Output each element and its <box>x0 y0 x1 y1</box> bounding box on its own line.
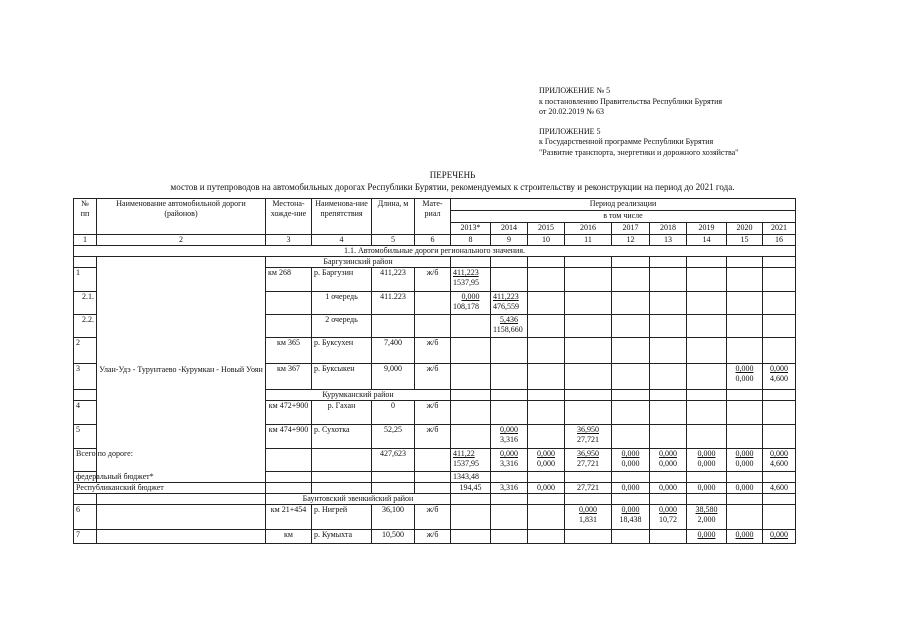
col-number: 11 <box>565 235 612 246</box>
value: 0,000 <box>697 459 716 468</box>
location: км 367 <box>266 364 312 390</box>
material: ж/б <box>415 401 451 425</box>
doc-subtitle: мостов и путепроводов на автомобильных дорогах Республики Бурятии, рекомендуемых к строительству и реконструкции на период до 2021 года. <box>170 182 735 192</box>
value: 0,000 <box>621 505 640 514</box>
program-name: "Развитие транспорта, энергетики и дорожного хозяйства" <box>539 147 739 157</box>
value: 0,000 <box>500 449 518 458</box>
value: 0,000 <box>770 449 788 458</box>
col-num-header: № пп <box>74 199 97 235</box>
row-number: 1 <box>74 268 97 292</box>
location: км 472+900 <box>266 401 312 425</box>
length: 7,400 <box>372 338 415 364</box>
value: 0,000 <box>659 459 677 468</box>
length: 411.223 <box>372 292 415 315</box>
obstacle: р. Баргузин <box>312 268 372 292</box>
col-number: 2 <box>97 235 266 246</box>
value: 0,000 <box>763 530 796 544</box>
row-number: 2.1. <box>74 292 97 315</box>
obstacle: р. Буксухен <box>312 338 372 364</box>
value: 0,000 <box>735 374 754 383</box>
row-number: 3 <box>74 364 97 390</box>
value: 0,000 <box>621 459 640 468</box>
obstacle: р. Нигрей <box>312 505 372 530</box>
row-number: 7 <box>74 530 97 544</box>
location: км <box>266 530 312 544</box>
col-number: 1 <box>74 235 97 246</box>
value: 4,600 <box>770 459 788 468</box>
total-length: 427,623 <box>372 449 415 472</box>
obstacle: р. Сухотка <box>312 425 372 449</box>
length: 36,100 <box>372 505 415 530</box>
value: 0,000 <box>687 530 727 544</box>
col-loc-header: Местона-хожде-ние <box>266 199 312 235</box>
value: 0,000 <box>727 530 763 544</box>
location: км 365 <box>266 338 312 364</box>
col-material-header: Мате-риал <box>415 199 451 235</box>
col-number: 3 <box>266 235 312 246</box>
col-number: 4 <box>312 235 372 246</box>
value: 411,223 <box>453 268 479 277</box>
value: 27,721 <box>565 483 612 494</box>
material: ж/б <box>415 338 451 364</box>
value: 1,831 <box>579 515 597 524</box>
year-header: 2015 <box>528 223 565 235</box>
table-row <box>74 530 796 544</box>
col-number: 8 <box>451 235 491 246</box>
row-number: 4 <box>74 401 97 425</box>
decree-date: от 20.02.2019 № 63 <box>539 107 605 116</box>
year-header: 2021 <box>763 223 796 235</box>
row-number: 2.2. <box>74 315 97 338</box>
year-header: 2019 <box>687 223 727 235</box>
material: ж/б <box>415 425 451 449</box>
value: 0,000 <box>770 364 788 373</box>
obstacle: 1 очередь <box>312 292 372 315</box>
value: 194,45 <box>451 483 491 494</box>
federal-budget-row <box>74 472 796 483</box>
obstacle: р. Кумыхта <box>312 530 372 544</box>
value: 0,000 <box>659 505 677 514</box>
table-row <box>74 505 796 530</box>
value: 411,223 <box>493 292 519 301</box>
year-header: 2013* <box>451 223 491 235</box>
col-number: 14 <box>687 235 727 246</box>
length: 0 <box>372 401 415 425</box>
value: 0,000 <box>735 364 754 373</box>
location: км 474+900 <box>266 425 312 449</box>
republican-label: Республиканский бюджет <box>74 483 266 494</box>
obstacle: р. Буксыкен <box>312 364 372 390</box>
col-number: 6 <box>415 235 451 246</box>
value: 3,316 <box>500 459 518 468</box>
total-row <box>74 449 796 472</box>
value: 0,000 <box>528 483 565 494</box>
col-road-header: Наименование автомобильной дороги (районов) <box>97 199 266 235</box>
length: 9,000 <box>372 364 415 390</box>
value: 1158,660 <box>493 325 523 334</box>
value: 0,000 <box>612 483 650 494</box>
col-obstacle-header: Наименова-ние препятствия <box>312 199 372 235</box>
value: 2,000 <box>697 515 716 524</box>
obstacle: 2 очередь <box>312 315 372 338</box>
col-number: 12 <box>612 235 650 246</box>
col-number: 16 <box>763 235 796 246</box>
year-header: 2014 <box>491 223 528 235</box>
value: 0,000 <box>735 459 754 468</box>
decree-line: к постановлению Правительства Республики Бурятия <box>539 96 723 106</box>
col-length-header: Длина, м <box>372 199 415 235</box>
total-label: Всего по дороге: <box>74 449 266 472</box>
col-number: 13 <box>650 235 687 246</box>
value: 0,000 <box>735 449 754 458</box>
value: 36,950 <box>577 449 599 458</box>
value: 3,316 <box>491 483 528 494</box>
district-title: Курумканский район <box>266 390 451 401</box>
value: 10,72 <box>659 515 677 524</box>
program-line: к Государственной программе Республики Бурятия <box>539 137 714 146</box>
row-number: 6 <box>74 505 97 530</box>
federal-label: федеральный бюджет* <box>74 472 266 483</box>
material: ж/б <box>415 530 451 544</box>
district-title: Баунтовский эвенкийский район <box>266 494 451 505</box>
value: 38,580 <box>695 505 718 514</box>
value: 0,000 <box>500 425 518 434</box>
appendix-header <box>539 86 738 158</box>
year-header: 2017 <box>612 223 650 235</box>
year-header: 2020 <box>727 223 763 235</box>
value: 18,438 <box>619 515 642 524</box>
row-number: 2 <box>74 338 97 364</box>
value: 0,000 <box>697 449 716 458</box>
value: 0,000 <box>727 483 763 494</box>
district-title: Баргузинский район <box>266 257 451 268</box>
material: ж/б <box>415 268 451 292</box>
value: 27,721 <box>577 459 599 468</box>
value: 27,721 <box>577 435 599 444</box>
obstacle: р. Гахан <box>312 401 372 425</box>
bridges-table <box>73 198 796 544</box>
value: 3,316 <box>500 435 518 444</box>
length: 411,223 <box>372 268 415 292</box>
value: 0,000 <box>687 483 727 494</box>
value: 411,22 <box>453 449 475 458</box>
period-header: Период реализации <box>451 199 796 211</box>
value: 4,600 <box>770 374 788 383</box>
republican-budget-row <box>74 483 796 494</box>
value: 0,000 <box>461 292 480 301</box>
value: 36,950 <box>577 425 599 434</box>
doc-title: ПЕРЕЧЕНЬ <box>429 170 476 180</box>
section-title: 1.1. Автомобильные дороги регионального значения. <box>74 246 796 257</box>
value: 5,436 <box>500 315 518 324</box>
length: 52,25 <box>372 425 415 449</box>
year-header: 2016 <box>565 223 612 235</box>
value: 1343,48 <box>451 472 491 483</box>
material: ж/б <box>415 364 451 390</box>
value: 4,600 <box>763 483 796 494</box>
value: 0,000 <box>537 459 555 468</box>
value: 0,000 <box>537 449 555 458</box>
col-number: 15 <box>727 235 763 246</box>
value: 108,178 <box>453 302 479 311</box>
year-header: 2018 <box>650 223 687 235</box>
col-number: 10 <box>528 235 565 246</box>
location: км 268 <box>266 268 312 292</box>
value: 0,000 <box>659 449 677 458</box>
incl-header: в том числе <box>451 211 796 223</box>
col-number: 5 <box>372 235 415 246</box>
location: км 21+454 <box>266 505 312 530</box>
value: 0,000 <box>579 505 597 514</box>
value: 0,000 <box>650 483 687 494</box>
col-number: 9 <box>491 235 528 246</box>
row-number: 5 <box>74 425 97 449</box>
value: 1537,95 <box>453 278 479 287</box>
material: ж/б <box>415 505 451 530</box>
value: 0,000 <box>621 449 640 458</box>
road-name: Улан-Удэ - Турунтаево -Курумкан - Новый Уоян <box>97 257 266 483</box>
value: 1537,95 <box>453 459 479 468</box>
value: 476,559 <box>493 302 519 311</box>
appendix-5b-label: ПРИЛОЖЕНИЕ 5 <box>539 126 601 136</box>
length: 10,500 <box>372 530 415 544</box>
column-number-row <box>74 235 796 246</box>
appendix-5-label: ПРИЛОЖЕНИЕ № 5 <box>539 86 611 95</box>
